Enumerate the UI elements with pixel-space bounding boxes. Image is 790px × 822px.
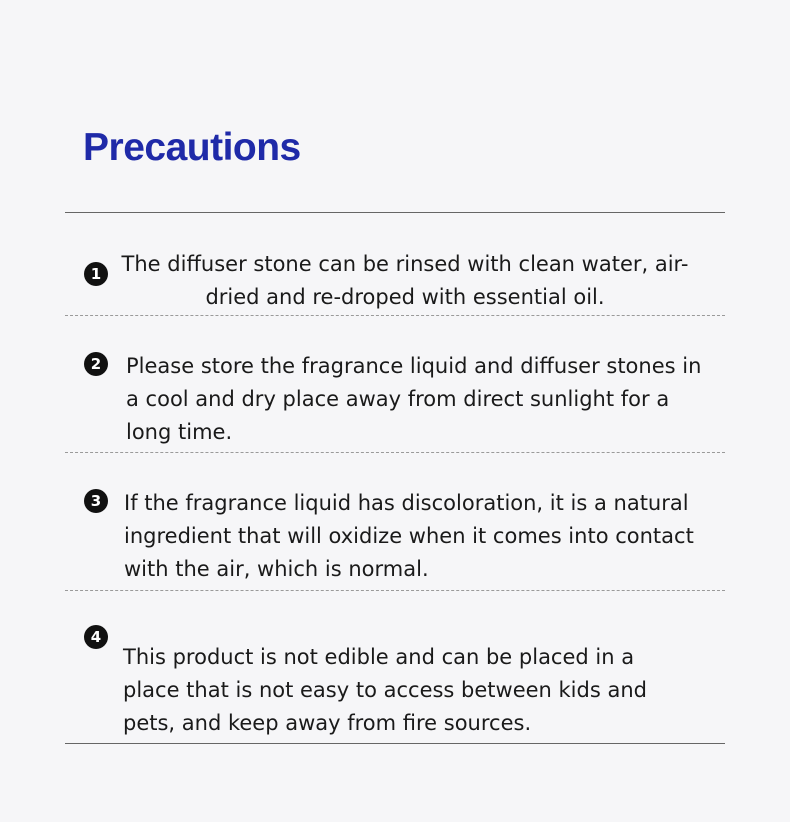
precaution-item-4 bbox=[84, 625, 724, 740]
precaution-text-2: Please store the fragrance liquid and diffuser stones in a cool and dry place away from direct sunlight for a long time. bbox=[126, 354, 702, 444]
precaution-text-4: This product is not edible and can be placed in a place that is not easy to access between kids and pets, and keep away from fire sources. bbox=[123, 645, 647, 735]
item-divider-2 bbox=[65, 452, 725, 453]
precaution-item-2 bbox=[84, 350, 724, 450]
number-3-icon: 3 bbox=[84, 489, 108, 513]
precaution-item-3 bbox=[84, 487, 724, 587]
item-divider-1 bbox=[65, 315, 725, 316]
item-divider-3 bbox=[65, 590, 725, 591]
number-2-icon: 2 bbox=[84, 352, 108, 376]
page-title: Precautions bbox=[83, 126, 301, 169]
number-4-icon: 4 bbox=[84, 625, 108, 649]
top-divider bbox=[65, 212, 725, 213]
precaution-text-3: If the fragrance liquid has discoloration, it is a natural ingredient that will oxidize when it comes into contact with the air, which is normal. bbox=[124, 491, 694, 581]
bottom-divider bbox=[65, 743, 725, 744]
precaution-text-1: The diffuser stone can be rinsed with clean water, air-dried and re-droped with essential oil. bbox=[121, 252, 689, 309]
precaution-item-1 bbox=[84, 248, 724, 308]
number-1-icon: 1 bbox=[84, 262, 108, 286]
